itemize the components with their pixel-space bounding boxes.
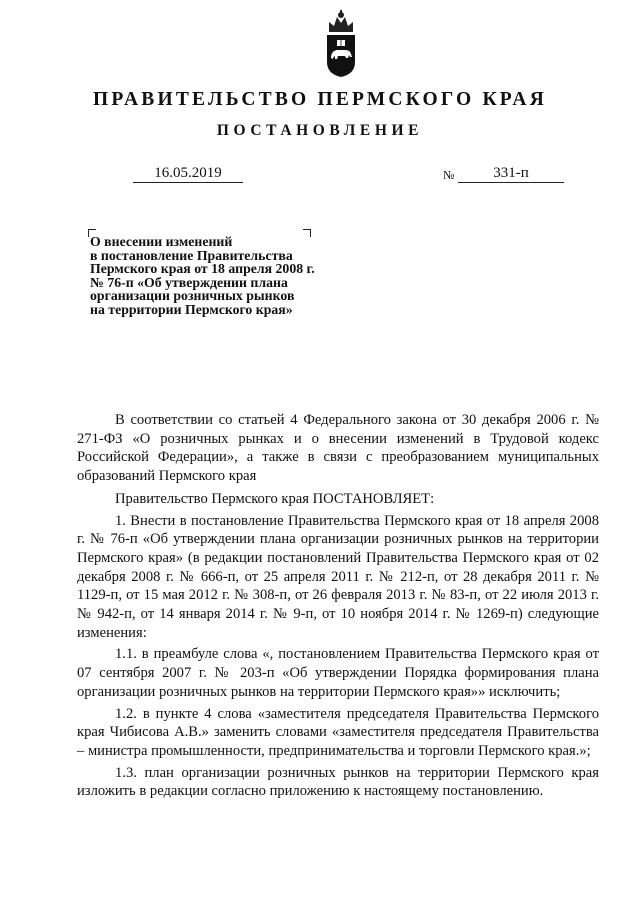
subject-line: № 76-п «Об утверждении плана xyxy=(90,274,288,290)
clause-1-1-paragraph: 1.1. в преамбуле слова «, постановлением Правительства Пермского края от 07 сентября 2007 г. № 203-п «Об утверждении Порядка формирования плана организации розничных рынков на территории Пермского края»» исключить; xyxy=(77,646,599,700)
document-type: ПОСТАНОВЛЕНИЕ xyxy=(216,122,424,139)
document-date: 16.05.2019 xyxy=(133,164,243,183)
subject-line: организации розничных рынков xyxy=(90,288,295,304)
subject-line: Пермского края от 18 апреля 2008 г. xyxy=(90,261,315,277)
resolution-paragraph: Правительство Пермского края ПОСТАНОВЛЯЕТ: xyxy=(115,490,435,507)
document-number: 331-п xyxy=(458,164,564,183)
clause-1-paragraph: 1. Внести в постановление Правительства Пермского края от 18 апреля 2008 г. № 76-п «Об утверждении плана организации розничных рынков на территории Пермского края» (в редакции постановлений Правительства Пермского края от 02 декабря 2008 г. № 666-п, от 25 апреля 2011 г. № 212-п, от 28 декабря 2011 г. № 1129-п, от 15 мая 2012 г. № 308-п, от 26 февраля 2013 г. № 83-п, от 22 июля 2013 г. № 942-п, от 14 января 2014 г. № 9-п, от 10 ноября 2014 г. № 1269-п) следующие изменения: xyxy=(77,512,599,641)
document-subject xyxy=(90,235,370,317)
document-body xyxy=(77,411,599,801)
subject-line: О внесении изменений xyxy=(90,234,233,249)
number-sign: № xyxy=(443,168,455,182)
clause-1-2-paragraph: 1.2. в пункте 4 слова «заместителя председателя Правительства Пермского края Чибисова А.В.» заменить словами «заместителя председателя Правительства – министра промышленности, предпринимательства и торговли Пермского края.»; xyxy=(77,705,599,759)
clause-1-3-paragraph: 1.3. план организации розничных рынков на территории Пермского края изложить в редакции согласно приложению к настоящему постановлению. xyxy=(77,764,599,800)
subject-line: на территории Пермского края» xyxy=(90,301,293,317)
preamble-paragraph: В соответствии со статьей 4 Федерального закона от 30 декабря 2006 г. № 271-ФЗ «О розничных рынках и о внесении изменений в Трудовой кодекс Российской Федерации», а также в связи с преобразованием муниципальных образований Пермского края xyxy=(77,412,599,485)
government-title: ПРАВИТЕЛЬСТВО ПЕРМСКОГО КРАЯ xyxy=(93,89,547,110)
perm-krai-coat-of-arms-icon xyxy=(325,10,357,78)
subject-line: в постановление Правительства xyxy=(90,247,293,263)
